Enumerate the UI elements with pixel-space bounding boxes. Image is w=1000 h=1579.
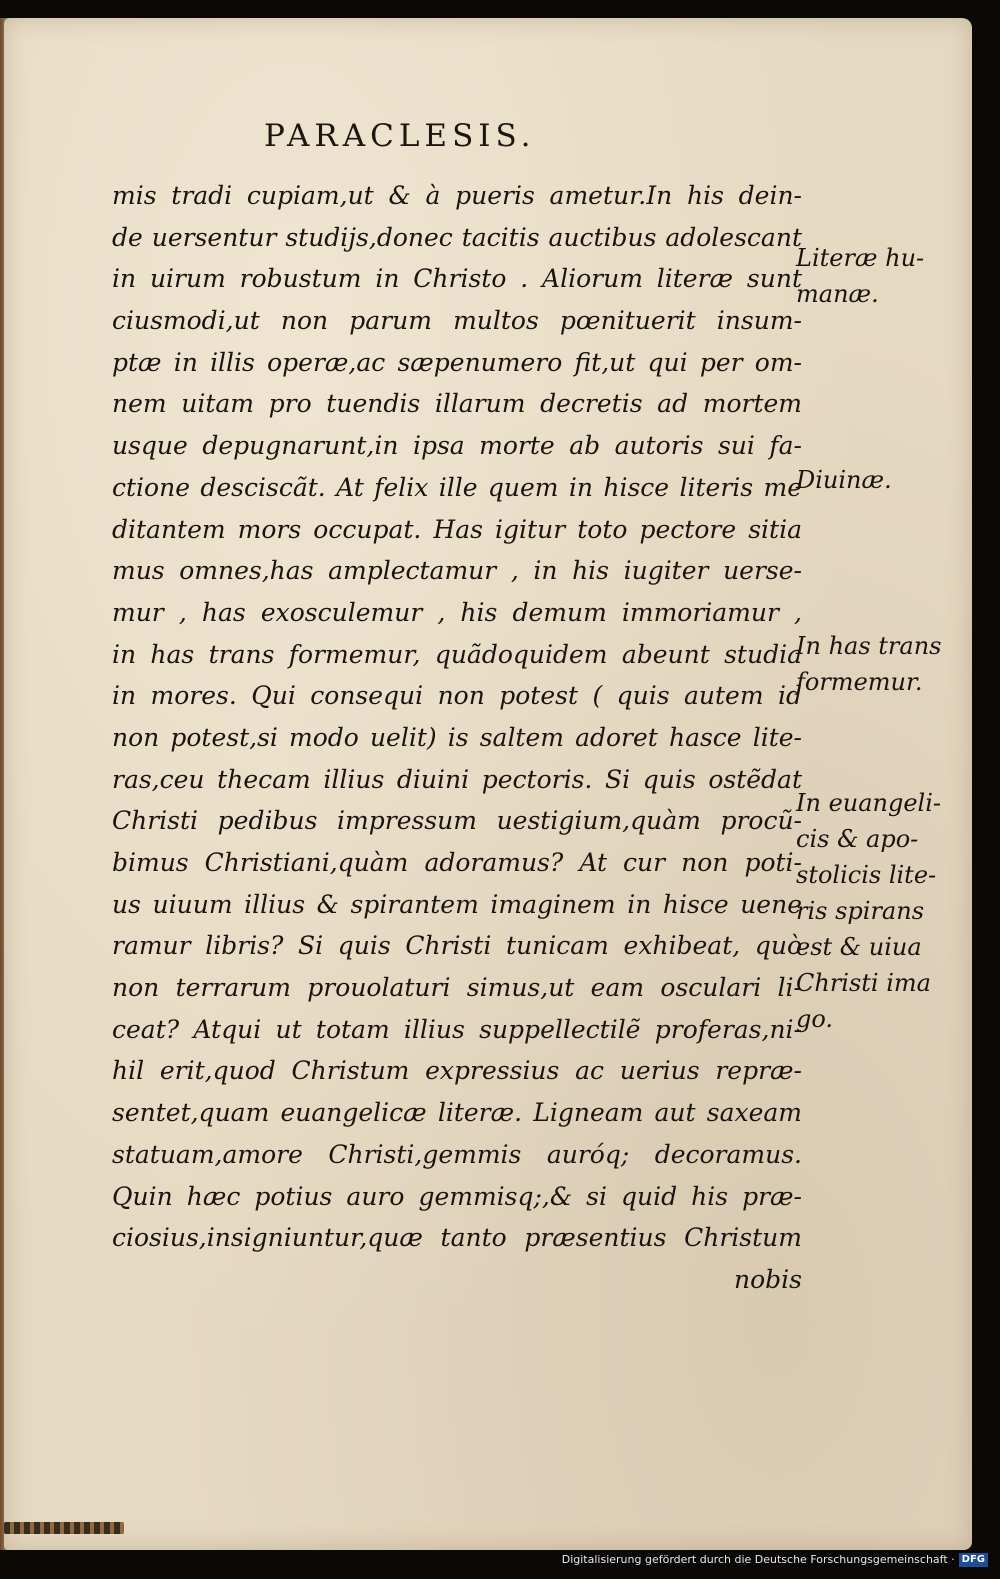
text-line: nem uitam pro tuendis illarum decretis ad mortem [112, 389, 802, 419]
text-line: Quin hæc potius auro gemmisq;,& si quid his præ- [112, 1181, 802, 1211]
margin-note-line: ris spirans [796, 897, 925, 925]
margin-note-diuinae [796, 462, 956, 498]
text-line: mur , has exosculemur , his demum immoriamur , [112, 597, 802, 627]
text-line: in uirum robustum in Christo . Aliorum literæ sunt [112, 264, 802, 294]
margin-note-line: cis & apo- [796, 825, 919, 853]
margin-note-line: Literæ hu- [796, 244, 925, 272]
text-line: ditantem mors occupat. Has igitur toto pectore sitia [112, 514, 802, 544]
text-line: ptæ in illis operæ,ac sæpenumero fit,ut qui per om- [112, 347, 802, 377]
text-line: in has trans formemur, quãdoquidem abeunt studia [112, 639, 802, 669]
text-line: mus omnes,has amplectamur , in his iugiter uerse- [112, 556, 802, 586]
text-line: ctione desciscãt. At felix ille quem in hisce literis me [112, 472, 802, 502]
margin-note-literae-humanae [796, 240, 956, 312]
catchword: nobis [734, 1264, 802, 1294]
text-line: mis tradi cupiam,ut & à pueris ametur.In his dein- [112, 181, 802, 210]
text-line: ras,ceu thecam illius diuini pectoris. Si quis ostẽdat [112, 764, 802, 794]
margin-note-line: In euangeli- [796, 789, 942, 817]
text-line: ciosius,insigniuntur,quæ tanto præsentius Christum [112, 1223, 802, 1253]
text-line: in mores. Qui consequi non potest ( quis autem id [112, 681, 802, 711]
running-header: PARACLESIS. [264, 118, 536, 154]
text-line: non terrarum prouolaturi simus,ut eam osculari li- [112, 973, 802, 1003]
margin-note-in-euangelicis [796, 785, 956, 1037]
dfg-logo: DFG [959, 1553, 988, 1567]
text-line: Christi pedibus impressum uestigium,quàm procũ- [112, 806, 802, 836]
text-line: non potest,si modo uelit) is saltem adoret hasce lite- [112, 722, 802, 752]
text-line: us uiuum illius & spirantem imaginem in hisce uene [112, 889, 802, 919]
text-line: ceat? Atqui ut totam illius suppellectilẽ proferas,ni- [112, 1014, 802, 1044]
margin-note-line: Diuinæ. [796, 466, 892, 494]
margin-note-line: Christi ima [796, 969, 931, 997]
text-line: ramur libris? Si quis Christi tunicam exhibeat, quò [112, 931, 802, 961]
funding-footer [562, 1553, 988, 1567]
text-line: statuam,amore Christi,gemmis auróq; decoramus. [112, 1139, 802, 1169]
text-line: ciusmodi,ut non parum multos pœnituerit insum- [112, 306, 802, 336]
margin-note-line: formemur. [796, 668, 923, 696]
margin-note-in-has-trans [796, 628, 956, 700]
margin-note-line: In has trans [796, 632, 942, 660]
text-line: bimus Christiani,quàm adoramus? At cur non poti- [112, 848, 802, 877]
margin-note-line: stolicis lite- [796, 861, 937, 889]
text-line: usque depugnarunt,in ipsa morte ab autoris sui fa- [112, 431, 802, 461]
margin-note-line: go. [796, 1005, 834, 1033]
body-text [112, 175, 802, 1301]
text-line: hil erit,quod Christum expressius ac uerius repræ- [112, 1056, 802, 1086]
footer-text: Digitalisierung gefördert durch die Deutsche Forschungsgemeinschaft · [561, 1553, 955, 1566]
margin-note-line: manæ. [796, 280, 879, 308]
margin-note-line: est & uiua [796, 933, 922, 961]
text-line: sentet,quam euangelicæ literæ. Ligneam aut saxeam [112, 1098, 802, 1128]
text-line: de uersentur studijs,donec tacitis auctibus adolescant [112, 222, 802, 252]
page-stack-edge [4, 1522, 124, 1534]
